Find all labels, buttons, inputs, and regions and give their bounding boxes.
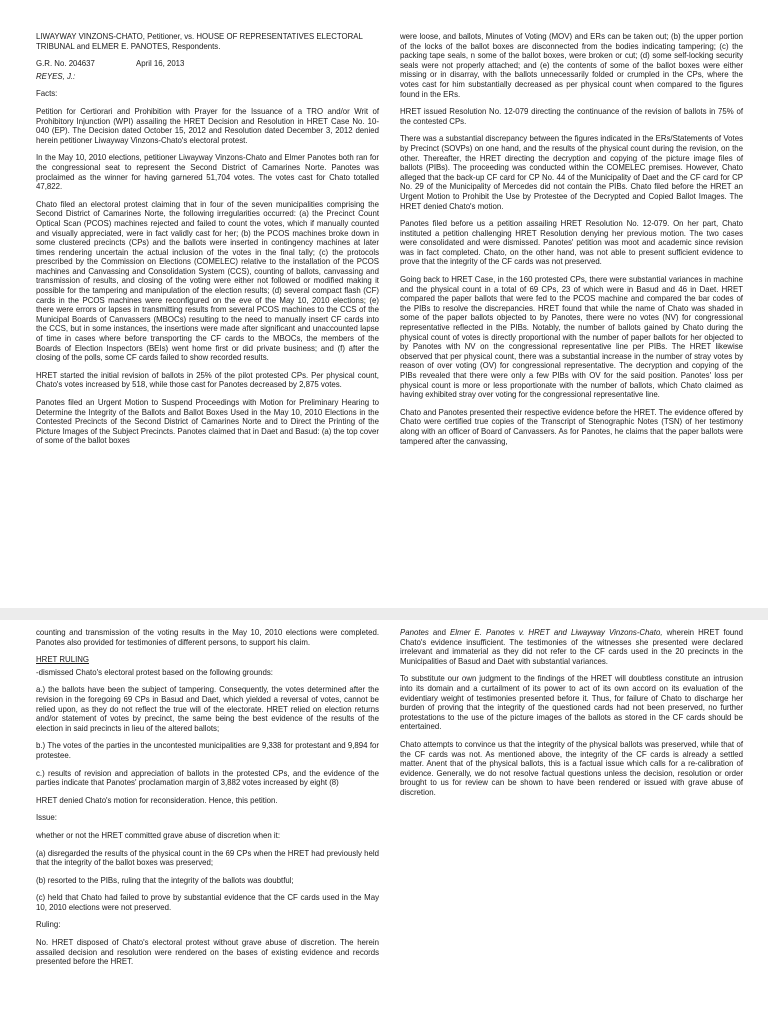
paragraph: Chato attempts to convince us that the integrity of the physical ballots was preserved, while that of the CF cards was not. As mentioned above, the integrity of the CF cards is already a settled matter. Anent that of the physical ballots, this is a factual issue which calls for a re-calibration of evidence. Generally, we do not resolve factual questions unless the decision, resolution or order brought to us for review can be shown to have been rendered or issued with grave abuse of discretion.	[400, 739, 743, 797]
paragraph: Going back to HRET Case, in the 160 protested CPs, there were substantial variances in machine and the physical count in a total of 69 CPs, 23 of which were in Basud and 46 in Daet. HRET compared the paper ballots that were fed to the PCOS machine and compared the bar codes of the PIBs to resolve the discrepancies. HRET found that while the name of Chato was shaded in some of the paper ballots objected to by Panotes, there were no votes (NV) for congressional representative reflected in the PIBs. Notably, the number of ballots gained by Chato during the physical count of votes is directly proportional with the number of paper ballots for her objected to by Panotes with NV on the congressional representative line per PIBs. The HRET likewise observed that per physical count, there was a substantial increase in the number of stray votes by reason of over voting (OV) for congressional representative. The decryption and copying of the PIBs revealed that there were only a few PIBs with OV for the said position. Panotes' loss per physical count is more or less proportionate with the number of ballots, which Chato claimed as having exhibited stray over voting for the congressional representative line.	[400, 275, 743, 400]
paragraph: HRET denied Chato's motion for reconsideration. Hence, this petition.	[36, 795, 278, 805]
document-page-2	[0, 620, 768, 1024]
decision-date: April 16, 2013	[136, 59, 185, 69]
paragraph: Petition for Certiorari and Prohibition with Prayer for the Issuance of a TRO and/or Writ of Prohibitory Injunction (WPI) assailing the HRET Decision and Resolution in HRET Case No. 10-040 (EP). The Decision dated October 15, 2012 and Resolution dated December 3, 2012 denied herein petitioner Liwayway Vinzons-Chato's electoral protest.	[36, 106, 379, 145]
paragraph: Chato filed an electoral protest claiming that in four of the seven municipalities comprising the Second District of Camarines Norte, the following irregularities occurred: (a) the Precinct Count Optical Scan (PCOS) machines rejected and failed to count the votes, which if manually counted and visually appreciated, were in fact validly cast for her; (b) the PCOS machines broke down in some clustered precincts (CPs) and the ballots were inserted in contingency machines at later times rendering uncertain the actual inclusion of the votes in the final tally; (c) the protocols prescribed by the Commission on Elections (COMELEC) relative to the installation of the PCOS machines and Canvassing and Consolidation System (CCS), counting of ballots, canvassing and transmission of results, and closing of the voting were either not followed or modified making it possible for the tampering and manipulation of the election results; (d) several compact flash (CF) cards in the PCOS machines were reconfigured on the eve of the May 10, 2010 elections; (e) there were errors or lapses in transmitting results from several PCOS machines to the CCS of the Municipal Boards of Canvassers (MBOCs) resulting to the need to manually insert CF cards into the CCS, but in some instances, the insertions were made after significant and unaccounted lapse of time in cases where before transporting the CF cards to the MBOCs, the members of the Boards of Election Inspectors (BEIs) went home first or did private business; and (f) after the closing of the polls, some CF cards failed to show recorded results.	[36, 199, 379, 363]
paragraph	[400, 628, 743, 666]
paragraph: Panotes filed before us a petition assailing HRET Resolution No. 12-079. On her part, Chato instituted a petition challenging HRET Resolution denying her previous motion. The two cases were consolidated and were dismissed. Panotes' petition was moot and academic since revision was in fact completed. Chato, on the other hand, was not able to present sufficient evidence to prove that the integrity of the CF cards was not preserved.	[400, 219, 743, 267]
paragraph: (c) held that Chato had failed to prove by substantial evidence that the CF cards used in the May 10, 2010 elections were not preserved.	[36, 893, 379, 912]
paragraph: were loose, and ballots, Minutes of Voting (MOV) and ERs can be taken out; (b) the upper portion of the locks of the ballot boxes are disconnected from the bodies indicating tampering; (c) the packing tape seals, n some of the ballot boxes, were broken or cut; (d) some self-locking security seals were not properly attached; and (e) the contents of some of the ballot boxes were either missing or in disarray, with the ballots unnecessarily folded or crumpled in the CPs, where the votes cast for him substantially decreased as per physical count when compared to the figures found in the ERs.	[400, 32, 743, 99]
paragraph: -dismissed Chato's electoral protest based on the following grounds:	[36, 667, 273, 677]
case-name-italic: Panotes	[400, 628, 429, 637]
paragraph: HRET started the initial revision of ballots in 25% of the pilot protested CPs. Per physical count, Chato's votes increased by 518, while those cast for Panotes decreased by 2,875 votes.	[36, 370, 379, 390]
paragraph: HRET issued Resolution No. 12-079 directing the continuance of the revision of ballots in 75% of the contested CPs.	[400, 107, 743, 126]
facts-heading: Facts:	[36, 89, 58, 99]
conjunction: and	[432, 628, 446, 637]
paragraph: b.) The votes of the parties in the uncontested municipalities are 9,338 for protestant and 9,894 for protestee.	[36, 741, 379, 760]
paragraph: No. HRET disposed of Chato's electoral protest without grave abuse of discretion. The herein assailed decision and resolution were rendered on the bases of existing evidence and records presented before the HRET.	[36, 938, 379, 967]
paragraph: Chato and Panotes presented their respective evidence before the HRET. The evidence offered by Chato were certified true copies of the Transcript of Stenographic Notes (TSN) of her testimony along with an officer of Board of Canvassers. As for Panotes, he claims that the paper ballots were tampered after the canvassing,	[400, 407, 743, 446]
paragraph: c.) results of revision and appreciation of ballots in the protested CPs, and the evidence of the parties indicate that Panotes' proclamation margin of 3,882 votes increased by eight (8)	[36, 768, 379, 788]
issue-heading: Issue:	[36, 813, 57, 823]
paragraph: (b) resorted to the PIBs, ruling that the integrity of the ballots was doubtful;	[36, 875, 294, 885]
page1-right-column	[400, 32, 743, 454]
case-name-italic: Elmer E. Panotes v. HRET and Liwayway Vinzons-Chato,	[450, 628, 663, 637]
case-meta	[36, 59, 379, 69]
gr-number: G.R. No. 204637	[36, 59, 95, 69]
ponente: REYES, J.:	[36, 71, 76, 81]
paragraph: a.) the ballots have been the subject of tampering. Consequently, the votes determined after the revision in the foregoing 69 CPs in Basud and Daet, which yielded a reversal of votes, cannot be relied upon, as they do not reflect the true will of the electorate. HRET relied on election returns and/or statement of votes by precinct, the same being the best evidence of the results of the election in said precincts in lieu of the altered ballots;	[36, 685, 379, 733]
paragraph: counting and transmission of the voting results in the May 10, 2010 elections were completed. Panotes also provided for testimonies of different persons, to support his claim.	[36, 628, 379, 647]
page1-left-column	[36, 32, 379, 454]
page2-left-column	[36, 628, 379, 975]
paragraph: Panotes filed an Urgent Motion to Suspend Proceedings with Motion for Preliminary Hearing to Determine the Integrity of the Ballots and Ballot Boxes Used in the May 10, 2010 Elections in the Contested Precincts of the Second District of Camarines Norte and to Direct the Printing of the Picture Images of the Subject Precincts. Panotes claimed that in Daet and Basud: (a) the top cover of some of the ballot boxes	[36, 398, 379, 446]
paragraph-text: wherein HRET found Chato's evidence insufficient. The testimonies of the witnesses she presented were declared irrelevant and immaterial as they did not refer to the CF cards used in the 20 precincts in the Municipalities of Basud and Daet with substantial variances.	[400, 628, 743, 666]
paragraph: whether or not the HRET committed grave abuse of discretion when it:	[36, 830, 281, 840]
ruling-heading: Ruling:	[36, 920, 61, 930]
paragraph: (a) disregarded the results of the physical count in the 69 CPs when the HRET had previously held that the integrity of the ballot boxes was preserved;	[36, 848, 379, 868]
page-separator	[0, 608, 768, 620]
hret-ruling-heading: HRET RULING	[36, 655, 90, 665]
paragraph: To substitute our own judgment to the findings of the HRET will doubtless constitute an intrusion into its domain and a curtailment of its power to act of its own accord on its evaluation of the evidentiary weight of testimonies presented before it. Thus, for failure of Chato to discharge her burden of proving that the integrity of the questioned cards had not been preserved, no further protestations to the use of the picture images of the ballots as stored in the CF cards should be entertained.	[400, 674, 743, 732]
paragraph: There was a substantial discrepancy between the figures indicated in the ERs/Statements of Votes by Precinct (SOVPs) on one hand, and the results of the physical count during the revision, on the other. Thereafter, the HRET directing the decryption and copying of the picture image files of ballots (PIBs). The proceeding was conducted within the COMELEC premises. However, Chato alleged that the back-up CF card for CP No. 44 of the Municipality of Daet and the CF card for CP No. 29 of the Municipality of Mercedes did not contain the PIBs. Chato filed before the HRET an Urgent Motion to Prohibit the Use by Protestee of the Decrypted and Copied Ballot Images. The HRET denied Chato's motion.	[400, 134, 743, 211]
page2-right-column	[400, 628, 743, 806]
paragraph: In the May 10, 2010 elections, petitioner Liwayway Vinzons-Chato and Elmer Panotes both ran for the congressional seat to represent the Second District of Camarines Norte. Panotes was proclaimed as the winner for having garnered 51,704 votes. The votes cast for Chato totalled 47,822.	[36, 153, 379, 192]
case-caption: LIWAYWAY VINZONS-CHATO, Petitioner, vs. HOUSE OF REPRESENTATIVES ELECTORAL TRIBUNAL and ELMER E. PANOTES, Respondents.	[36, 32, 363, 51]
